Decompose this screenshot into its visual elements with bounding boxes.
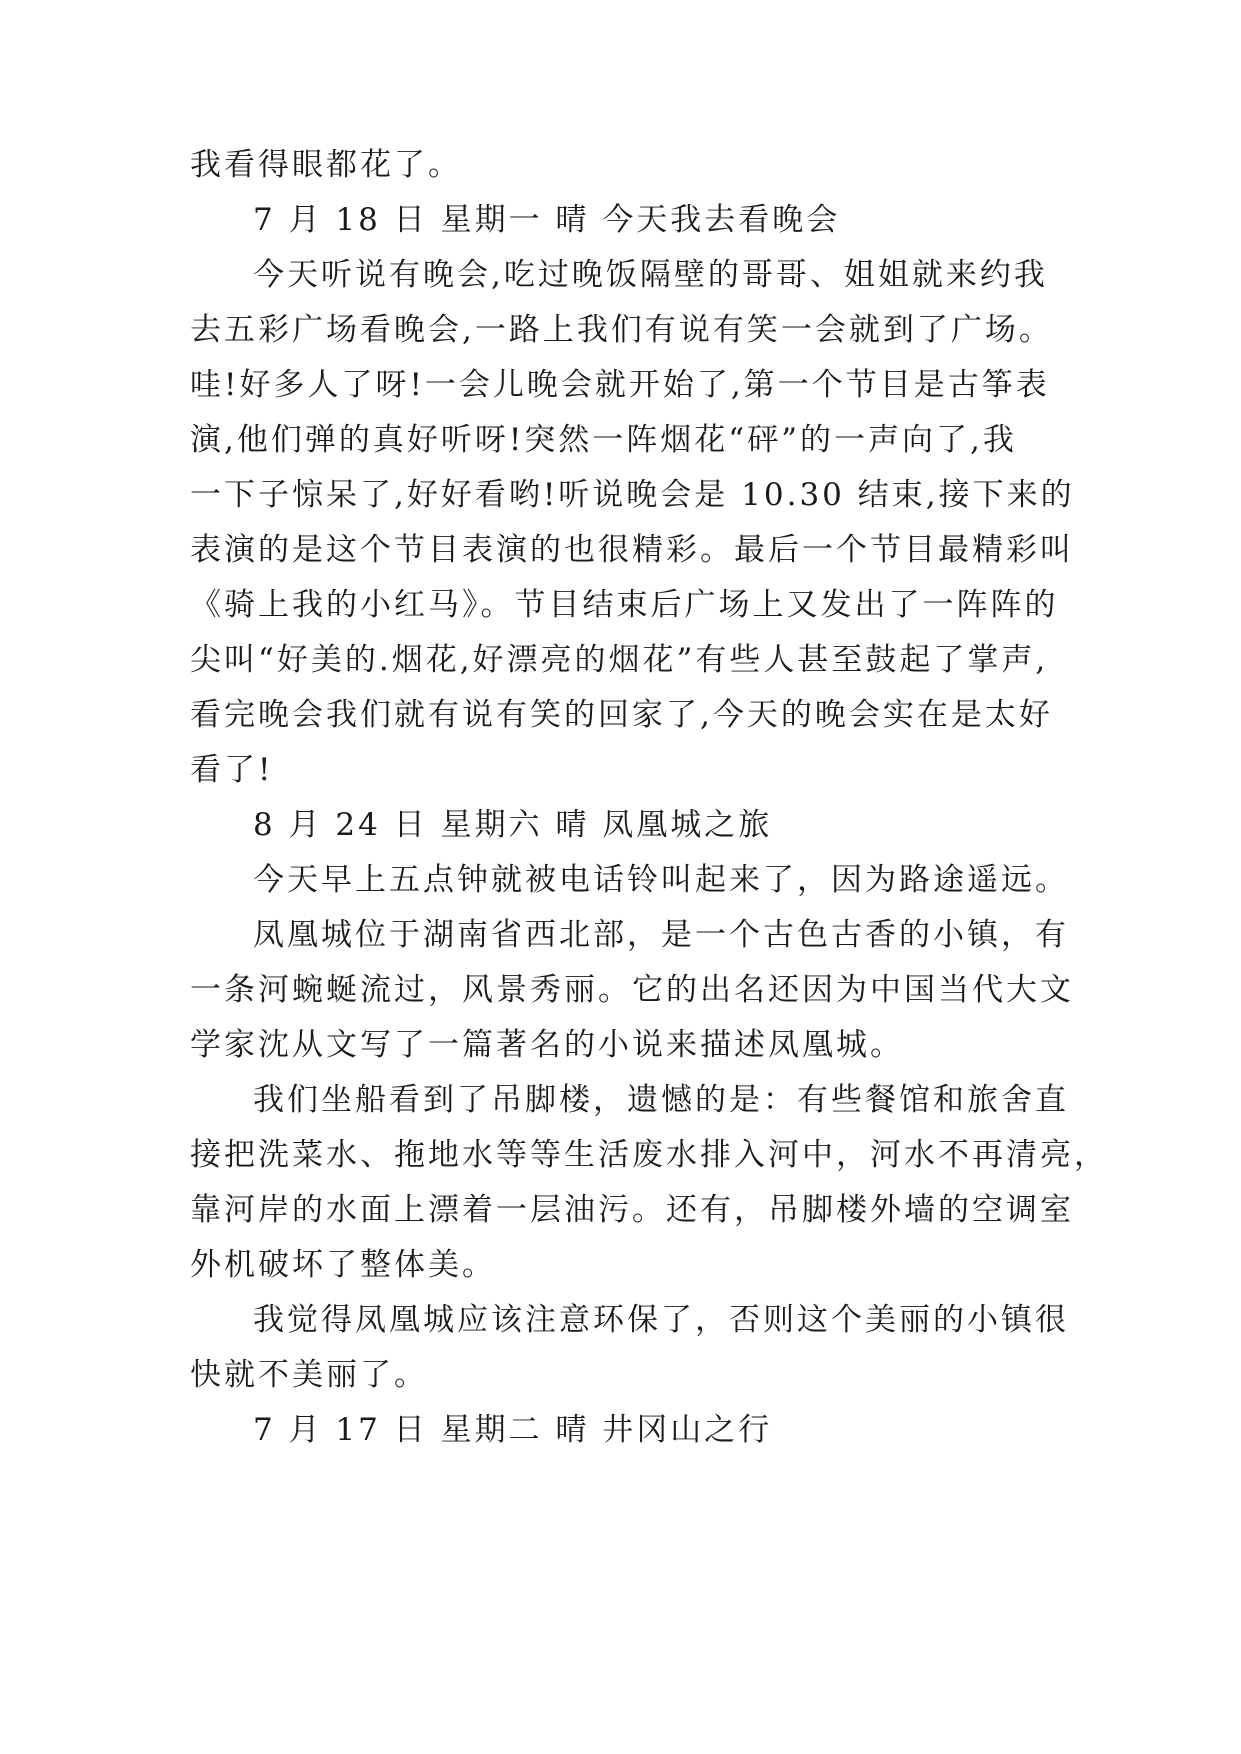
text-line: 我觉得凤凰城应该注意环保了，否则这个美丽的小镇很 bbox=[253, 1302, 1069, 1338]
text-line: 今天早上五点钟就被电话铃叫起来了，因为路途遥远。 bbox=[253, 862, 1069, 898]
diary-heading: 7 月 18 日 星期一 晴 今天我去看晚会 bbox=[253, 202, 841, 238]
diary-heading: 7 月 17 日 星期二 晴 井冈山之行 bbox=[253, 1412, 773, 1448]
text-line: 一下子惊呆了,好好看哟!听说晚会是 10.30 结束,接下来的 bbox=[190, 477, 1075, 513]
text-line: 快就不美丽了。 bbox=[190, 1357, 428, 1393]
text-line: 接把洗菜水、拖地水等等生活废水排入河中，河水不再清亮， bbox=[190, 1137, 1108, 1173]
text-line: 一条河蜿蜒流过，风景秀丽。它的出名还因为中国当代大文 bbox=[190, 972, 1074, 1008]
text-line: 去五彩广场看晚会,一路上我们有说有笑一会就到了广场。 bbox=[190, 312, 1053, 348]
text-line: 靠河岸的水面上漂着一层油污。还有，吊脚楼外墙的空调室 bbox=[190, 1192, 1074, 1228]
text-line: 看了! bbox=[190, 752, 274, 788]
text-line: 外机破坏了整体美。 bbox=[190, 1247, 496, 1283]
text-line: 表演的是这个节目表演的也很精彩。最后一个节目最精彩叫 bbox=[190, 532, 1074, 568]
text-line: 学家沈从文写了一篇著名的小说来描述凤凰城。 bbox=[190, 1027, 904, 1063]
text-line: 我看得眼都花了。 bbox=[190, 147, 462, 183]
text-line: 看完晚会我们就有说有笑的回家了,今天的晚会实在是太好 bbox=[190, 697, 1053, 733]
text-line: 尖叫“好美的.烟花,好漂亮的烟花”有些人甚至鼓起了掌声, bbox=[190, 642, 1049, 678]
text-line: 凤凰城位于湖南省西北部，是一个古色古香的小镇，有 bbox=[253, 917, 1069, 953]
text-line: 《骑上我的小红马》。节目结束后广场上又发出了一阵阵的 bbox=[190, 587, 1059, 623]
text-line: 哇!好多人了呀!一会儿晚会就开始了,第一个节目是古筝表 bbox=[190, 367, 1050, 403]
text-line: 演,他们弹的真好听呀!突然一阵烟花“砰”的一声向了,我 bbox=[190, 422, 1017, 458]
text-line: 今天听说有晚会,吃过晚饭隔壁的哥哥、姐姐就来约我 bbox=[253, 257, 1048, 293]
diary-heading: 8 月 24 日 星期六 晴 凤凰城之旅 bbox=[253, 807, 773, 843]
text-line: 我们坐船看到了吊脚楼，遗憾的是：有些餐馆和旅舍直 bbox=[253, 1082, 1069, 1118]
